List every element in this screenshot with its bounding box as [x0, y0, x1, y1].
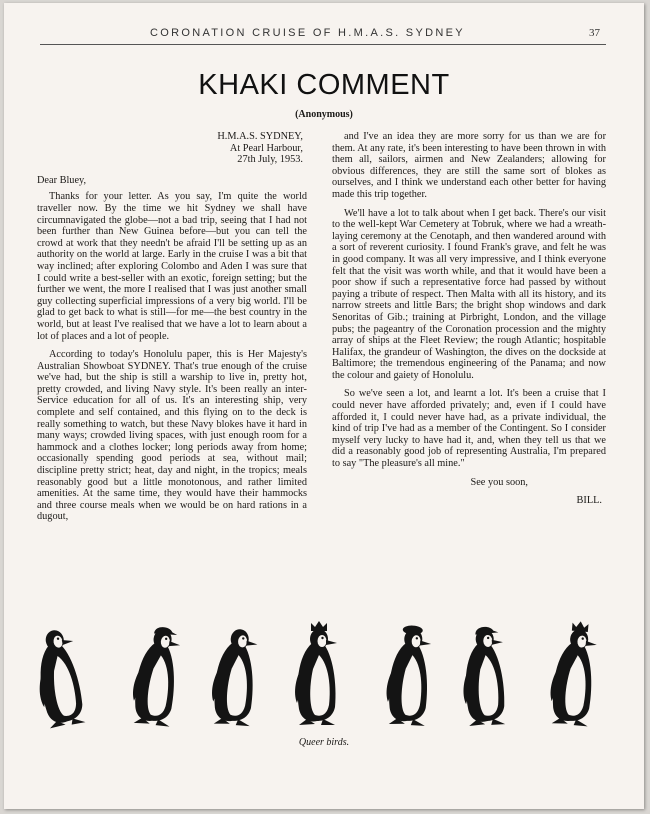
- penguin-figure-3: [210, 628, 259, 727]
- address-line: H.M.A.S. SYDNEY,: [217, 131, 303, 142]
- paragraph: and I've an idea they are more sorry for us than we are for them. At any rate, it's been interesting to have been thrown in with them all, sailors, airmen and New Zealanders; allowing for obvious differences, they are still the same sort of blokes as ourselves, and I think we understand each other better for having made this trip together.: [332, 131, 606, 200]
- letter-signature: BILL.: [576, 495, 602, 507]
- address-line: At Pearl Harbour,: [229, 142, 303, 154]
- article-title: KHAKI COMMENT: [198, 69, 450, 101]
- penguin-figure-6: [460, 626, 507, 726]
- article-byline: (Anonymous): [295, 109, 353, 120]
- paragraph: According to today's Honolulu paper, this is Her Majesty's Australian Showboat SYDNEY. That's true enough of the cruise we've had, but the ship is still a warship to live in, pretty hot, pretty crowded, and living Navy style. It's been really an inter-Service education for all of us. It's an interesting ship, very complete and self contained, and this flying on to the deck is really something to watch, but these Navy blokes have it hard in many ways; crowded living spaces, with just enough room for a hammock and a clothes locker; long periods away from home; occasionally spending good periods at sea, without mail; discipline pretty strict; heat, day and night, in the tropics; meals reasonably good but a little monotonous, and rather limited amenities. At the same time, they would have their hammocks and three course meals when we would be on hard rations in a dugout,: [37, 349, 307, 523]
- penguin-figure-1: [34, 627, 87, 729]
- paragraph: Thanks for your letter. As you say, I'm quite the world traveller now. By the time we hit Sydney we shall have circumnavigated the globe—not a bad trip, seeing that I had not been further than New Guinea before—but you can tell the crowd at work that they needn't be afraid I'll be setting up as an authority on the world at large. Early in the cruise I was a bit that way inclined; after exploring Colombo and Aden I was sure that I could write a best-seller with an exotic, foreign setting; but the further we went, the more I realised that I was just another small guy collecting superficial impressions of a very big world. I'll be glad to get back to what is still—for me—the best country in the world, but at least I've realised that we have a lot to learn about a lot of places and a lot of people.: [37, 191, 307, 342]
- letter-salutation: Dear Bluey,: [37, 174, 87, 186]
- letter-closing: See you soon,: [470, 476, 528, 488]
- paragraph: We'll have a lot to talk about when I get back. There's our visit to the well-kept War Cemetery at Tobruk, where we had a wreath-laying ceremony at the Cenotaph, and then wandered around with a sort of reverent curiosity. I found Frank's grave, and felt he was in good company. It was all very impressive, and I think everyone felt that the visit was worth while, and that it would have been a poor show if such a representative force had passed by without paying a tribute of respect. Then Malta with all its history, and its narrow streets and little Bars; the bright shop windows and dark Senoritas of Gib.; training at Pirbright, London, and the village pubs; the pageantry of the Coronation procession and the mighty array of ships at the Fleet Review; the rough Atlantic; hospitable Halifax, the grandeur of Washington, the dives on the dockside at Baltimore; the tremendous engineering of the Panama; and now the colour and gaiety of Honolulu.: [332, 207, 606, 381]
- letter-address: [37, 131, 307, 166]
- left-column: [37, 131, 307, 530]
- penguin-illustration: [34, 621, 614, 733]
- right-column: [332, 131, 606, 514]
- penguin-figure-7: [548, 621, 599, 727]
- penguin-figure-2: [130, 625, 182, 727]
- penguin-figure-5: [385, 624, 432, 726]
- address-line: 27th July, 1953.: [237, 154, 303, 166]
- paragraph: So we've seen a lot, and learnt a lot. It's been a cruise that I could never have afforded privately; and, even if I could have afforded it, I could never have had, as a private individual, the kind of trip I've had as a member of the Contingent. So I consider myself very lucky to have had it, and, when they tell us that we did a reasonably good job of representing Australia, I'm prepared to say "The pleasure's all mine.": [332, 388, 606, 470]
- penguin-figure-4: [295, 621, 337, 725]
- illustration-caption: Queer birds.: [298, 737, 350, 748]
- document-page: [4, 3, 644, 809]
- page-number: 37: [589, 27, 600, 39]
- header-rule: [40, 44, 606, 45]
- running-head: CORONATION CRUISE OF H.M.A.S. SYDNEY: [150, 27, 465, 39]
